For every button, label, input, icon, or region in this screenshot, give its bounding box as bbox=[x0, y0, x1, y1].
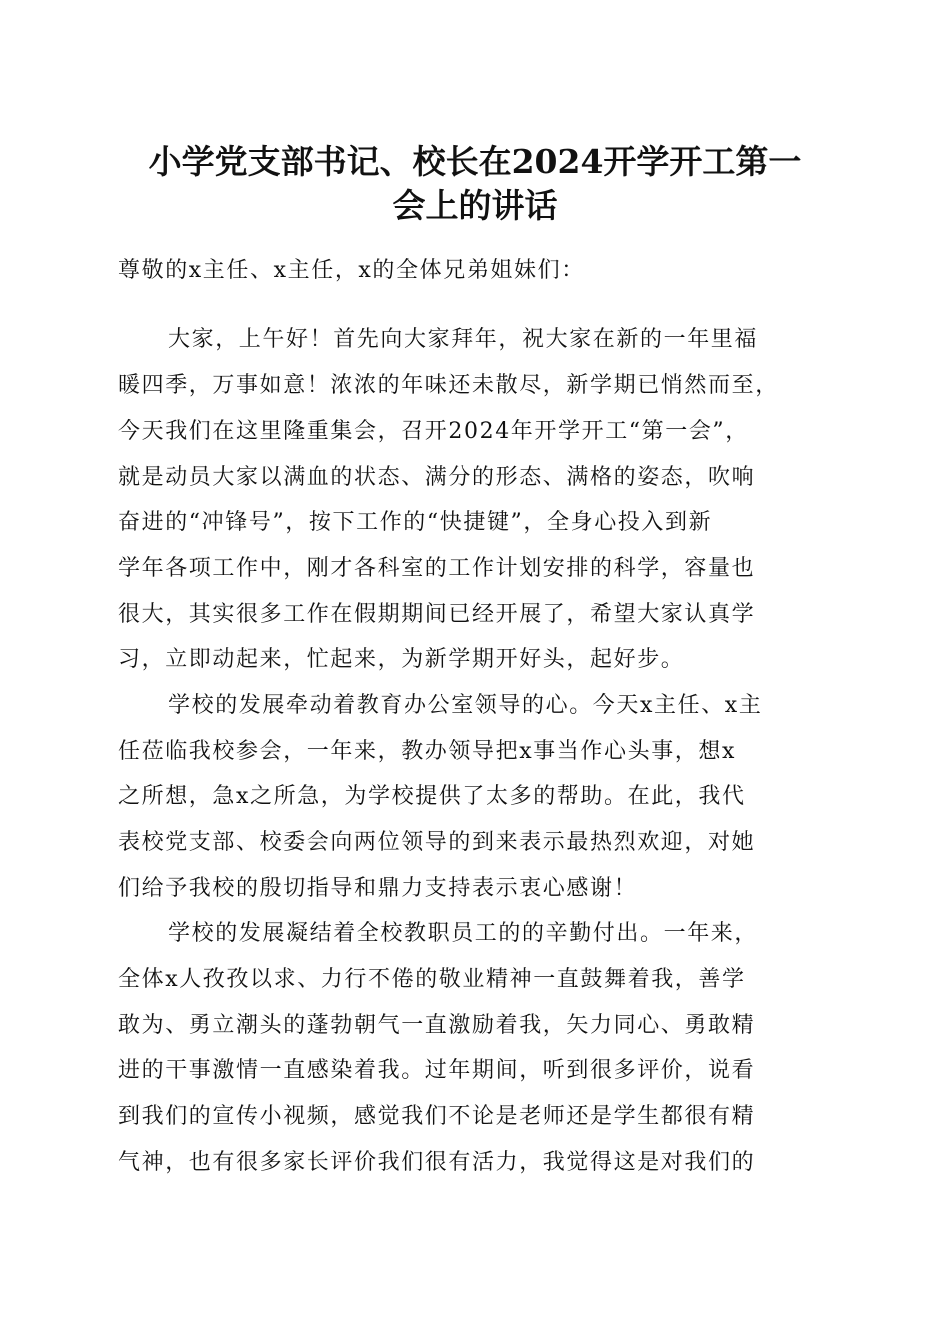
paragraph-3-line-4: 进的干事激情一直感染着我。过年期间，听到很多评价，说看 bbox=[118, 1058, 756, 1083]
paragraph-1-line-5: 奋进的“冲锋号”，按下工作的“快捷键”，全身心投入到新 bbox=[118, 510, 713, 535]
paragraph-1-line-3: 今天我们在这里隆重集会，召开2024年开学开工“第一会”， bbox=[118, 419, 749, 444]
paragraph-1-line-7: 很大，其实很多工作在假期期间已经开展了，希望大家认真学 bbox=[118, 602, 756, 627]
paragraph-3-line-2: 全体x人孜孜以求、力行不倦的敬业精神一直鼓舞着我，善学 bbox=[118, 967, 746, 992]
paragraph-1-line-2: 暖四季，万事如意！浓浓的年味还未散尽，新学期已悄然而至， bbox=[118, 373, 779, 398]
paragraph-1-line-4: 就是动员大家以满血的状态、满分的形态、满格的姿态，吹响 bbox=[118, 465, 756, 490]
paragraph-2-line-4: 表校党支部、校委会向两位领导的到来表示最热烈欢迎，对她 bbox=[118, 830, 756, 855]
paragraph-2-line-1: 学校的发展牵动着教育办公室领导的心。今天x主任、x主 bbox=[168, 693, 763, 718]
document-title-line-1: 小学党支部书记、校长在2024开学开工第一 bbox=[148, 142, 802, 181]
salutation-line: 尊敬的x主任、x主任，x的全体兄弟姐妹们： bbox=[118, 258, 585, 283]
document-title-line-2: 会上的讲话 bbox=[392, 186, 558, 225]
paragraph-3-line-6: 气神，也有很多家长评价我们很有活力，我觉得这是对我们的 bbox=[118, 1150, 756, 1175]
paragraph-1-line-8: 习，立即动起来，忙起来，为新学期开好头，起好步。 bbox=[118, 647, 685, 672]
paragraph-2-line-5: 们给予我校的殷切指导和鼎力支持表示衷心感谢！ bbox=[118, 876, 638, 901]
paragraph-2-line-3: 之所想，急x之所急，为学校提供了太多的帮助。在此，我代 bbox=[118, 784, 746, 809]
paragraph-1-line-6: 学年各项工作中，刚才各科室的工作计划安排的科学，容量也 bbox=[118, 556, 756, 581]
paragraph-2-line-2: 任莅临我校参会，一年来，教办领导把x事当作心头事，想x bbox=[118, 739, 737, 764]
paragraph-3-line-3: 敢为、勇立潮头的蓬勃朝气一直激励着我，矢力同心、勇敢精 bbox=[118, 1013, 756, 1038]
paragraph-3-line-1: 学校的发展凝结着全校教职员工的的辛勤付出。一年来， bbox=[168, 921, 759, 946]
paragraph-1-line-1: 大家，上午好！首先向大家拜年，祝大家在新的一年里福 bbox=[168, 327, 759, 352]
paragraph-3-line-5: 到我们的宣传小视频，感觉我们不论是老师还是学生都很有精 bbox=[118, 1104, 756, 1129]
